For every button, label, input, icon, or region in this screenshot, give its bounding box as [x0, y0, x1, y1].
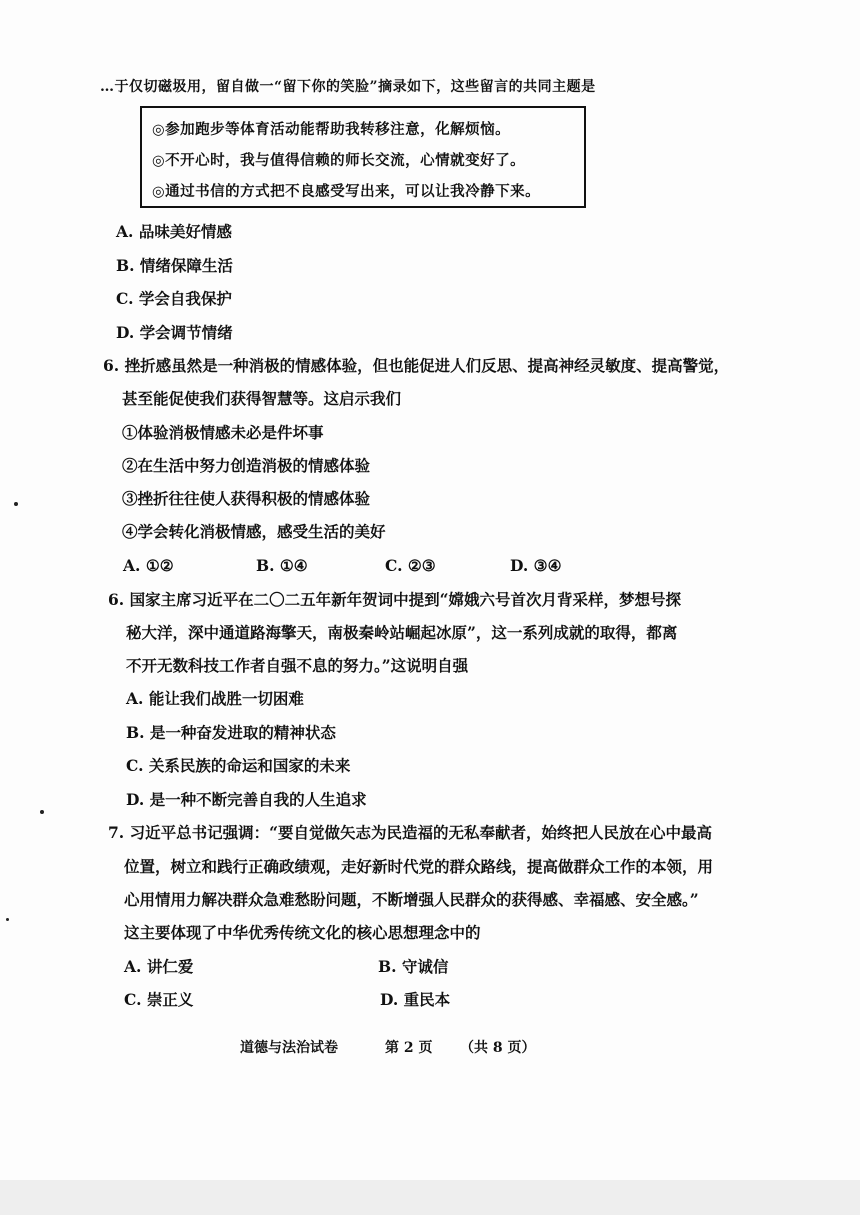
- question-intro-cut-line: …于仅切磁圾用，留自做一“留下你的笑脸”摘录如下，这些留言的共同主题是: [100, 79, 596, 95]
- scan-speck-3: [6, 918, 9, 921]
- footer-subject: 道德与法治试卷: [240, 1040, 338, 1056]
- q7-stem-line-1: 7. 习近平总书记强调：“要自觉做矢志为民造福的无私奉献者，始终把人民放在心中最高: [108, 823, 712, 842]
- footer-page-number: 第 2 页: [385, 1040, 433, 1056]
- q7-option-b: B. 守诚信: [378, 957, 449, 976]
- q7-option-d: D. 重民本: [380, 990, 451, 1009]
- q6b-option-d: D. 是一种不断完善自我的人生追求: [126, 790, 367, 809]
- q7-option-a: A. 讲仁爱: [124, 957, 194, 976]
- footer-total-pages: （共 8 页）: [460, 1040, 536, 1056]
- q6a-item-3: ③挫折往往使人获得积极的情感体验: [122, 489, 371, 508]
- q7-stem-line-4: 这主要体现了中华优秀传统文化的核心思想理念中的: [124, 923, 481, 942]
- q6a-option-d: D. ③④: [510, 556, 562, 575]
- q6a-option-c: C. ②③: [385, 556, 436, 575]
- q7-stem-line-3: 心用情用力解决群众急难愁盼问题，不断增强人民群众的获得感、幸福感、安全感。”: [124, 890, 699, 909]
- q5-option-a: A. 品味美好情感: [116, 222, 232, 241]
- quote-line-1: ◎参加跑步等体育活动能帮助我转移注意，化解烦恼。: [152, 122, 511, 138]
- q6a-item-2: ②在生活中努力创造消极的情感体验: [122, 456, 371, 475]
- quote-line-2: ◎不开心时，我与值得信赖的师长交流，心情就变好了。: [152, 153, 526, 169]
- q5-option-d: D. 学会调节情绪: [116, 323, 233, 342]
- q6a-item-4: ④学会转化消极情感，感受生活的美好: [122, 522, 386, 541]
- q6b-stem-line-2: 秘大洋，深中通道路海擎天，南极秦岭站崛起冰原”，这一系列成就的取得，都离: [126, 623, 678, 642]
- q6b-stem-line-1: 6. 国家主席习近平在二〇二五年新年贺词中提到“嫦娥六号首次月背采样，梦想号探: [108, 590, 681, 609]
- q6b-option-b: B. 是一种奋发进取的精神状态: [126, 723, 336, 742]
- q7-option-c: C. 崇正义: [124, 990, 194, 1009]
- q6a-item-1: ①体验消极情感未必是件坏事: [122, 423, 324, 442]
- scan-speck-1: [14, 502, 18, 506]
- q5-option-c: C. 学会自我保护: [116, 289, 232, 308]
- q6b-option-a: A. 能让我们战胜一切困难: [126, 689, 304, 708]
- q7-stem-line-2: 位置，树立和践行正确政绩观，走好新时代党的群众路线，提高做群众工作的本领，用: [124, 857, 714, 876]
- scan-speck-2: [40, 810, 44, 814]
- q6a-stem-line-2: 甚至能促使我们获得智慧等。这启示我们: [122, 389, 402, 408]
- q6b-option-c: C. 关系民族的命运和国家的未来: [126, 756, 351, 775]
- q6a-stem-line-1: 6. 挫折感虽然是一种消极的情感体验，但也能促进人们反思、提高神经灵敏度、提高警觉，: [103, 356, 730, 375]
- quote-line-3: ◎通过书信的方式把不良感受写出来，可以让我冷静下来。: [152, 184, 541, 200]
- quote-box: [140, 106, 586, 208]
- q5-option-b: B. 情绪保障生活: [116, 256, 233, 275]
- q6a-option-b: B. ①④: [256, 556, 308, 575]
- scan-bottom-margin: [0, 1180, 860, 1215]
- q6b-stem-line-3: 不开无数科技工作者自强不息的努力。”这说明自强: [126, 656, 469, 675]
- q6a-option-a: A. ①②: [123, 556, 174, 575]
